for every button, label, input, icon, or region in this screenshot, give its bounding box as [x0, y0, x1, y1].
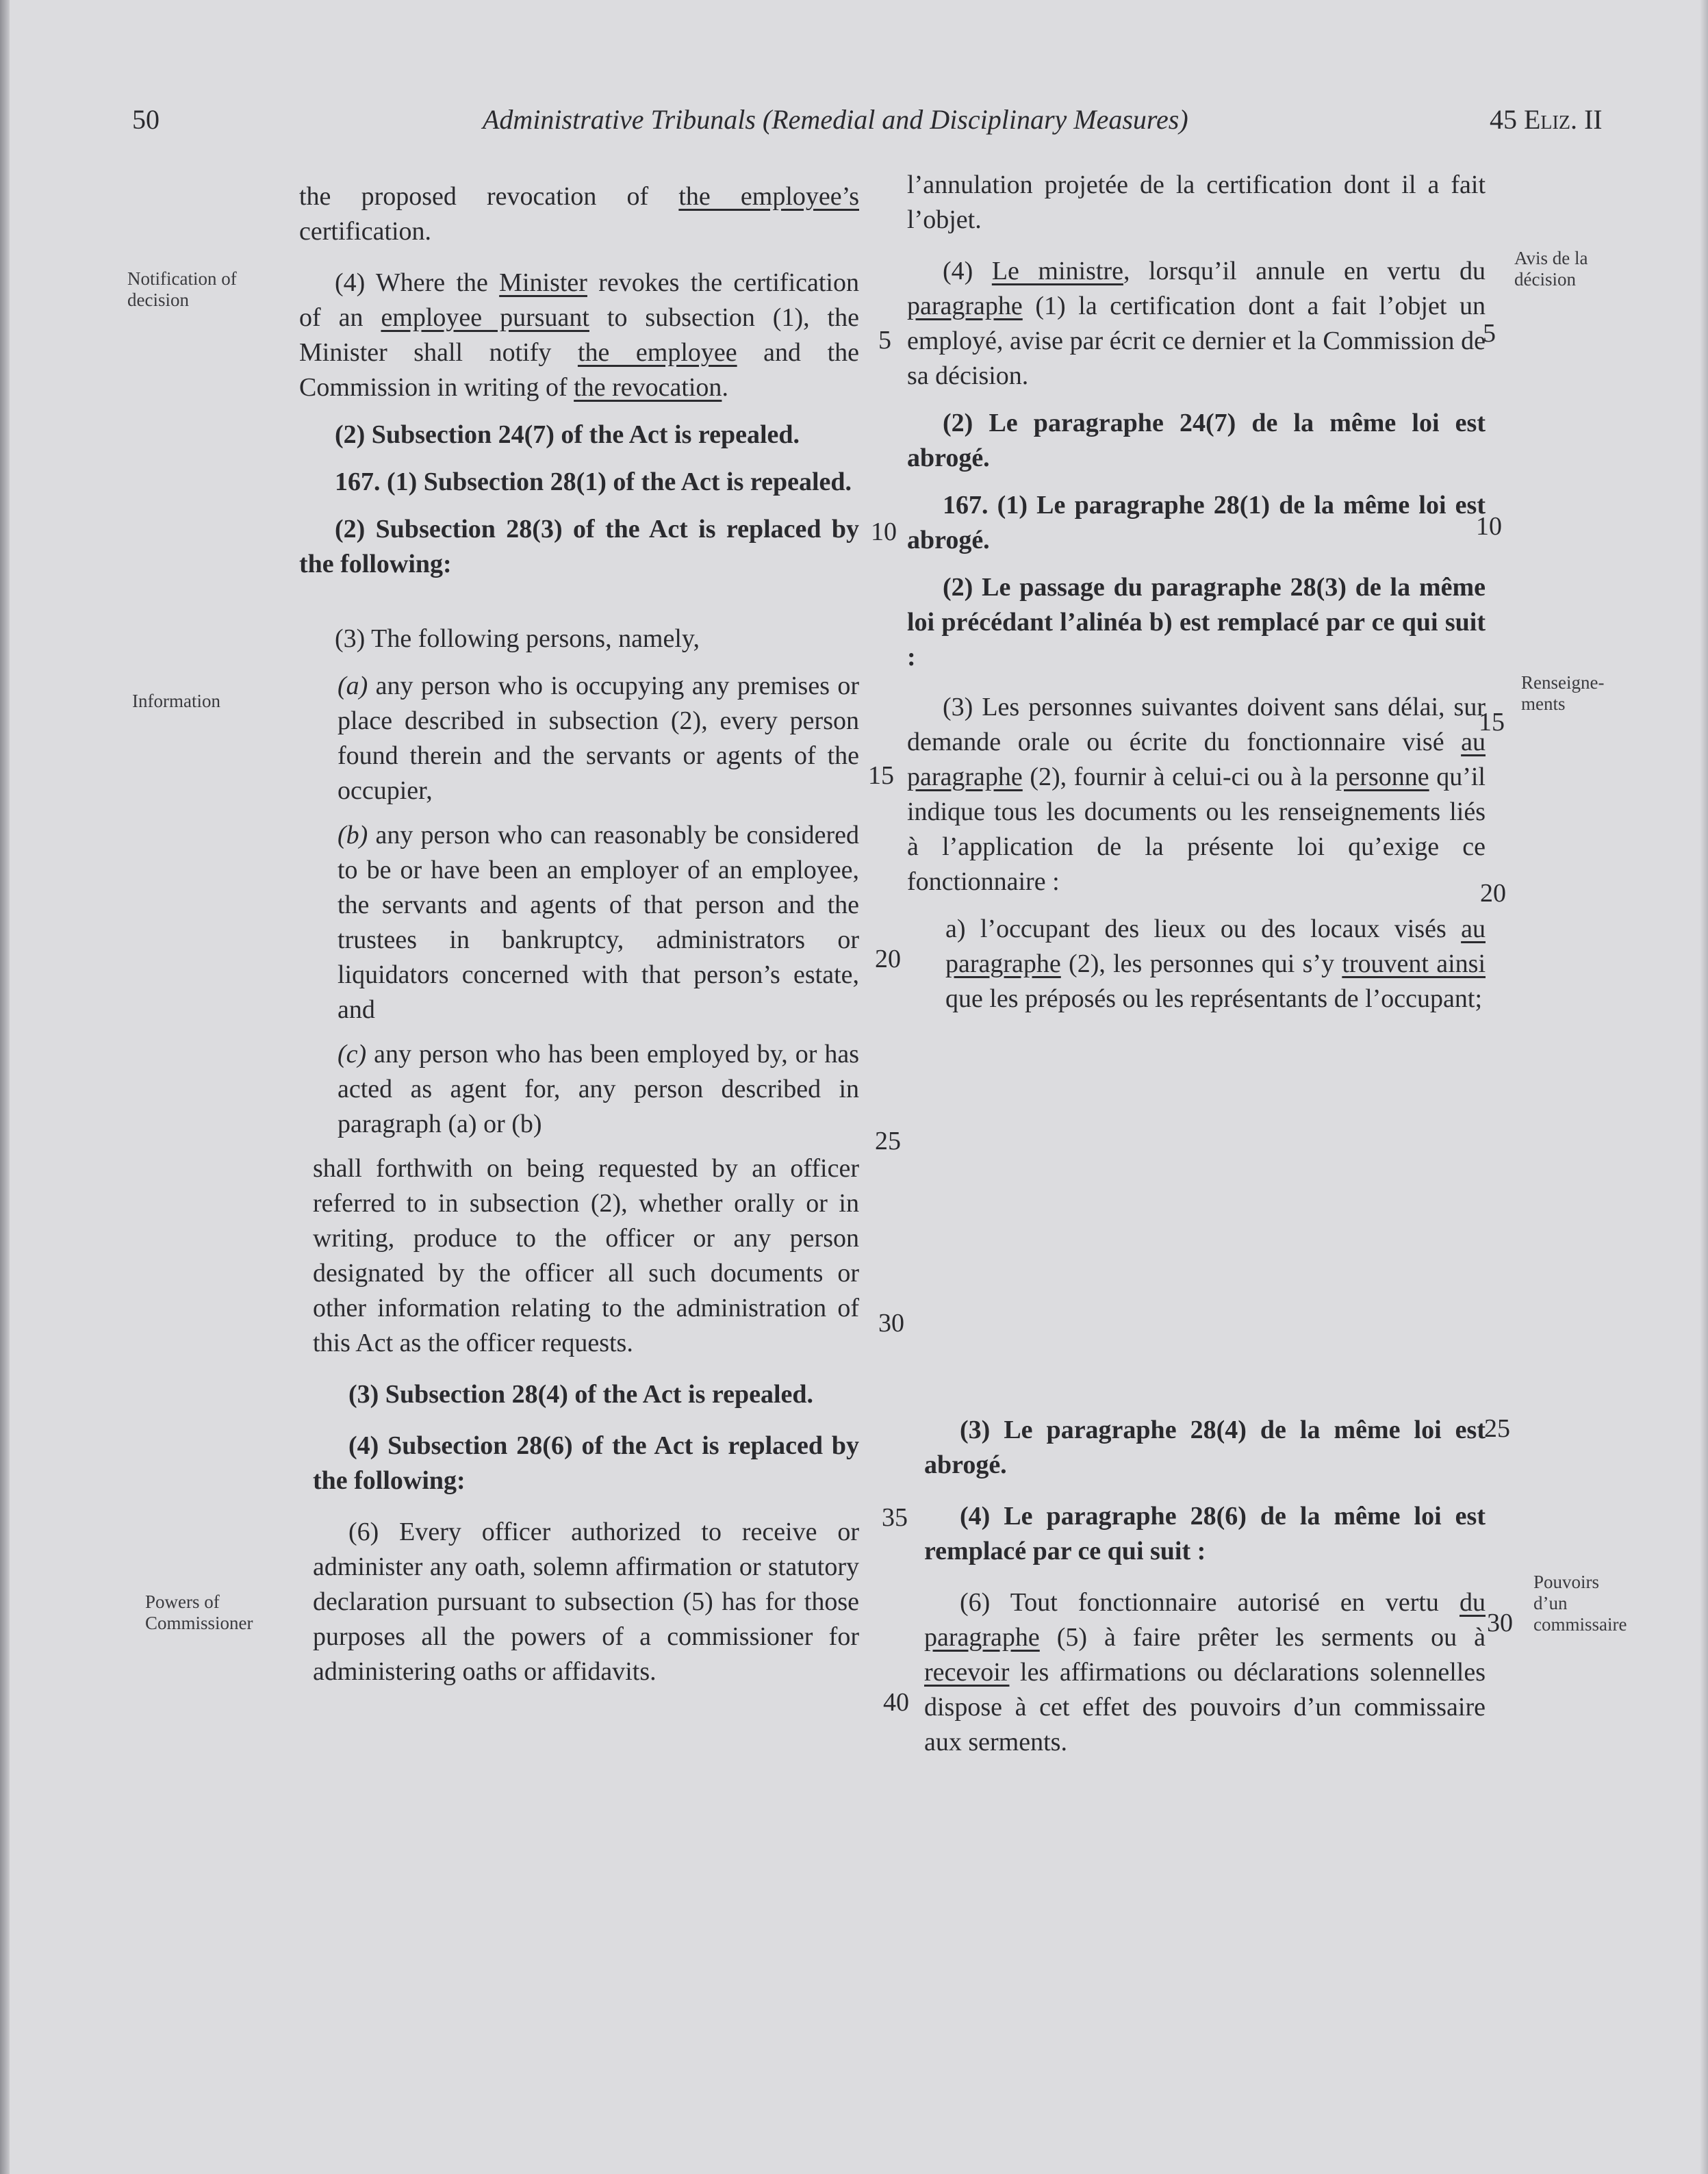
- en-replace-28-3: (2) Subsection 28(3) of the Act is replaced by the following:: [299, 515, 859, 578]
- english-column: [299, 179, 859, 1699]
- en-subsection-3-intro: (3) The following persons, namely,: [335, 624, 700, 653]
- en-continuation: the proposed revocation of the employee’s certification.: [299, 182, 859, 246]
- fr-subsection-3: (3) Les personnes suivantes doivent sans délai, sur demande orale ou écrite du fonctionnaire visé au paragraphe (2), fournir à celui-ci ou à la personne qu’il indique tous les documents ou les renseignements liés à l’application de la présente loi qu’exige ce fonctionnaire :: [907, 693, 1486, 896]
- margin-note-renseignements: Renseigne-ments: [1521, 672, 1605, 714]
- line-number-fr-15: 15: [1479, 708, 1505, 737]
- line-number-en-15: 15: [868, 761, 894, 790]
- line-number-fr-10: 10: [1476, 512, 1502, 541]
- page-number: 50: [132, 104, 160, 135]
- regnal-year: [1490, 103, 1603, 137]
- margin-note-powers: Powers of Commissioner: [145, 1591, 253, 1633]
- fr-repeal-28-4: (3) Le paragraphe 28(4) de la même loi est abrogé.: [924, 1416, 1486, 1479]
- fr-replace-28-6: (4) Le paragraphe 28(6) de la même loi est remplacé par ce qui suit :: [924, 1502, 1486, 1565]
- fr-continuation: l’annulation projetée de la certification dont il a fait l’objet.: [907, 170, 1486, 234]
- line-number-en-10: 10: [871, 517, 897, 546]
- margin-note-information: Information: [132, 691, 220, 711]
- en-section-167: 167. (1) Subsection 28(1) of the Act is repealed.: [335, 468, 852, 496]
- line-number-en-20: 20: [875, 945, 901, 973]
- fr-subsection-4: (4) Le ministre, lorsqu’il annule en vertu du paragraphe (1) la certification dont a fait l’objet un employé, avise par écrit ce dernier et la Commission de sa décision.: [907, 257, 1486, 390]
- line-number-fr-25: 25: [1484, 1414, 1510, 1443]
- fr-subsection-6: (6) Tout fonctionnaire autorisé en vertu du paragraphe (5) à faire prêter les serments ou à recevoir les affirmations ou déclarations solennelles dispose à cet effet des pouvoirs d’un commissaire aux serments.: [924, 1588, 1486, 1756]
- en-para-c: (c) any person who has been employed by, or has acted as agent for, any person described in paragraph (a) or (b): [337, 1040, 860, 1138]
- en-para-b: (b) any person who can reasonably be considered to be or have been an employer of an employee, the servants and agents of that person and the trustees in bankruptcy, administrators or liquidators concerned with that person’s estate, and: [337, 821, 859, 1024]
- line-number-fr-30: 30: [1487, 1609, 1513, 1637]
- line-number-en-25: 25: [875, 1127, 901, 1155]
- french-column-lower: [924, 1413, 1486, 1769]
- fr-repeal-24-7: (2) Le paragraphe 24(7) de la même loi est abrogé.: [907, 409, 1486, 472]
- french-column: [907, 168, 1486, 1026]
- underline-employees: the employee’s: [678, 182, 859, 211]
- en-repeal-28-4: (3) Subsection 28(4) of the Act is repealed.: [348, 1380, 814, 1409]
- en-repeal-24-7: (2) Subsection 24(7) of the Act is repealed.: [335, 420, 800, 449]
- page-right-edge: [1700, 0, 1708, 2174]
- margin-note-notification: Notification of decision: [127, 268, 237, 310]
- margin-note-avis: Avis de la décision: [1514, 248, 1588, 290]
- line-number-en-35: 35: [882, 1503, 908, 1532]
- page-binding-edge: [0, 0, 10, 2174]
- en-replace-28-6: (4) Subsection 28(6) of the Act is replaced by the following:: [313, 1431, 859, 1495]
- line-number-en-5: 5: [878, 326, 891, 355]
- en-subsection-4: (4) Where the Minister revokes the certification of an employee pursuant to subsection (1), the Minister shall notify the employee and the Commission in writing of the revocation.: [299, 268, 859, 402]
- margin-note-pouvoirs: Pouvoirs d’un commissaire: [1533, 1572, 1627, 1635]
- running-title: Administrative Tribunals (Remedial and Disciplinary Measures): [483, 104, 1188, 135]
- fr-section-167: 167. (1) Le paragraphe 28(1) de la même loi est abrogé.: [907, 491, 1486, 554]
- line-number-fr-20: 20: [1480, 879, 1506, 908]
- line-number-fr-5: 5: [1483, 319, 1496, 348]
- regnal-year-text: 45 Eliz. II: [1490, 104, 1603, 135]
- en-para-a: (a) any person who is occupying any premises or place described in subsection (2), every person found therein and the servants or agents of the occupier,: [337, 672, 859, 805]
- en-subsection-6: (6) Every officer authorized to receive or administer any oath, solemn affirmation or statutory declaration pursuant to subsection (5) has for those purposes all the powers of a commissioner for administering oaths or affidavits.: [313, 1518, 859, 1686]
- line-number-en-30: 30: [878, 1309, 904, 1338]
- fr-para-a: a) l’occupant des lieux ou des locaux visés au paragraphe (2), les personnes qui s’y trouvent ainsi que les préposés ou les représentants de l’occupant;: [945, 915, 1486, 1013]
- line-number-en-40: 40: [883, 1688, 909, 1717]
- fr-replace-28-3: (2) Le passage du paragraphe 28(3) de la même loi précédant l’alinéa b) est remplacé par ce qui suit :: [907, 573, 1486, 672]
- en-subsection-3-close: shall forthwith on being requested by an officer referred to in subsection (2), whether orally or in writing, produce to the officer or any person designated by the officer all such documents or other information relating to the administration of this Act as the officer requests.: [313, 1154, 859, 1357]
